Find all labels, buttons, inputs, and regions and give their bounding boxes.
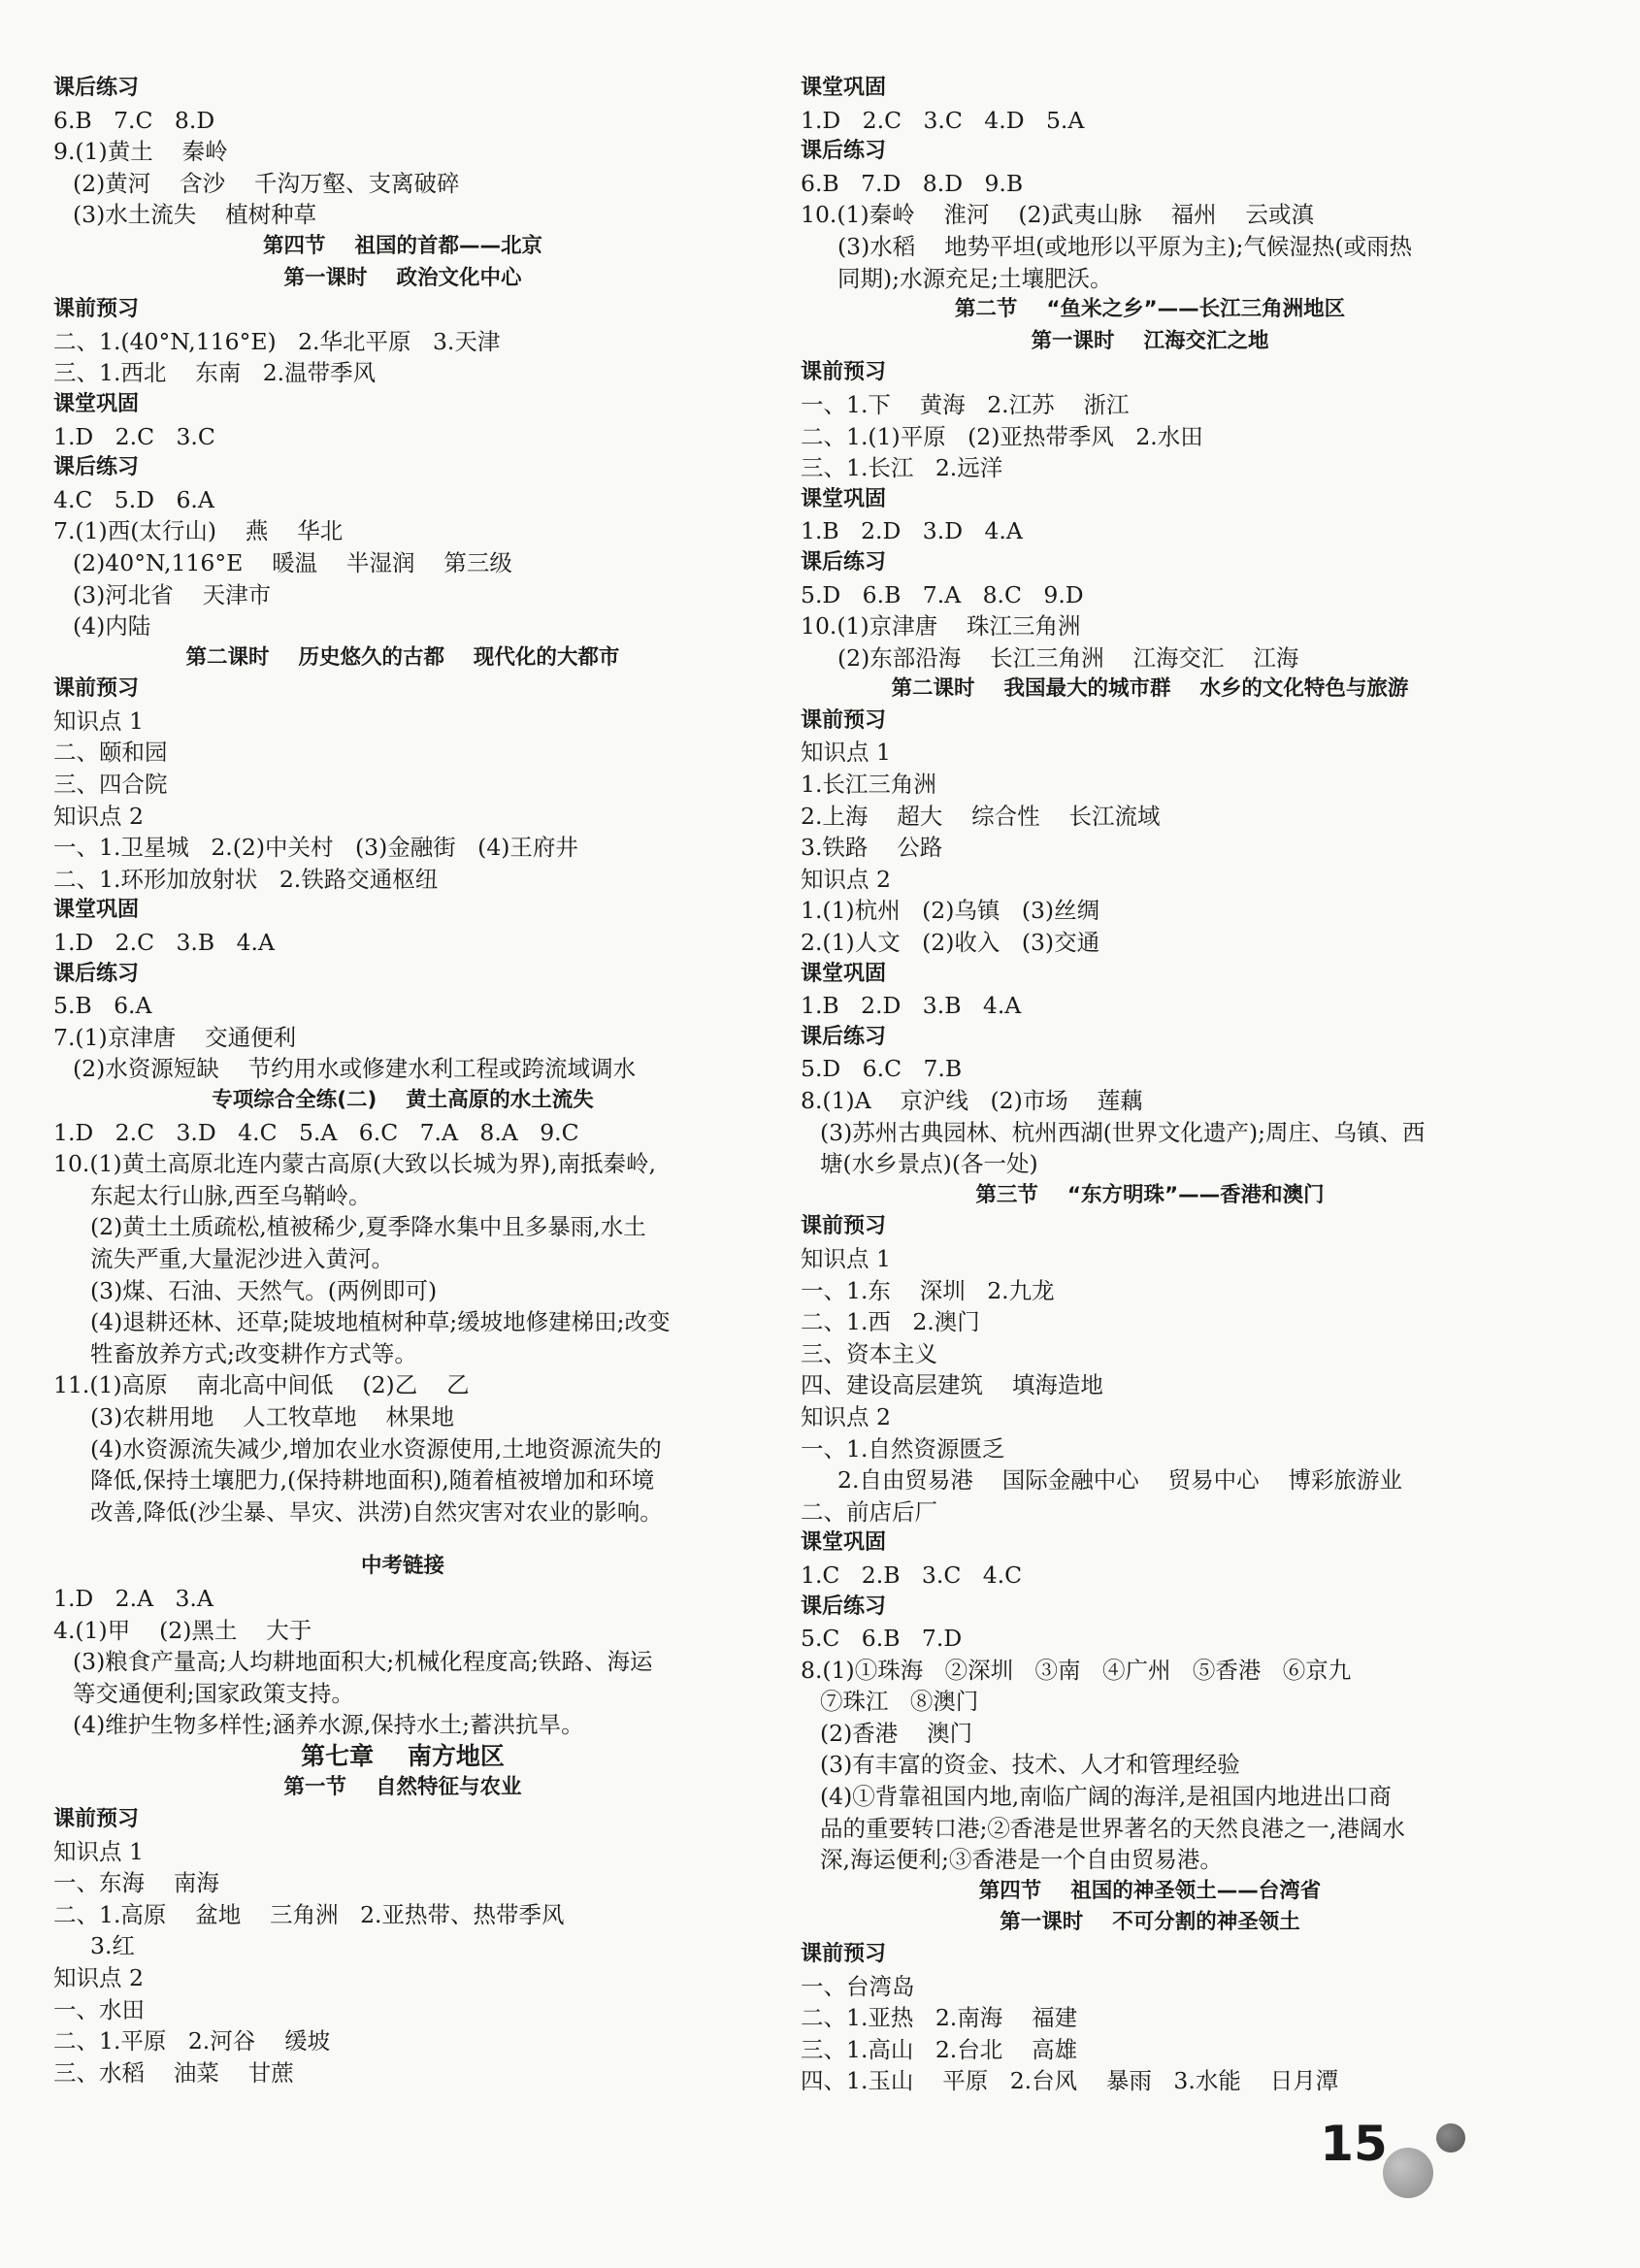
answer-line: 2.(1)人文 (2)收入 (3)交通 xyxy=(801,929,1100,957)
answer-line: 知识点 1 xyxy=(53,707,144,735)
section-heading: 课前预习 xyxy=(801,360,887,385)
section-heading: 课前预习 xyxy=(801,707,887,733)
answer-line: 降低,保持土壤肥力,(保持耕地面积),随着植被增加和环境 xyxy=(90,1466,655,1495)
answer-line: (3)苏州古典园林、杭州西湖(世界文化遗产);周庄、乌镇、西 xyxy=(820,1118,1426,1146)
answer-line: 9.(1)黄土 秦岭 xyxy=(53,138,228,166)
answer-line: 三、四合院 xyxy=(53,771,168,799)
lesson-title: 专项综合全练(二) 黄土高原的水土流失 xyxy=(212,1088,594,1112)
answer-line: 3.铁路 公路 xyxy=(801,834,943,862)
section-heading: 课前预习 xyxy=(801,1942,887,1967)
answer-line: 1.D 2.C 3.B 4.A xyxy=(53,929,275,957)
answer-line: 1.C 2.B 3.C 4.C xyxy=(801,1561,1023,1589)
decorative-dot-small xyxy=(1436,2123,1465,2153)
answer-line: 一、1.自然资源匮乏 xyxy=(801,1434,1005,1463)
answer-line: (2)水资源短缺 节约用水或修建水利工程或跨流域调水 xyxy=(73,1055,637,1083)
answer-line: 1.B 2.D 3.D 4.A xyxy=(801,517,1023,545)
answer-line: 塘(水乡景点)(各一处) xyxy=(820,1150,1038,1178)
answer-line: (2)东部沿海 长江三角洲 江海交汇 江海 xyxy=(837,643,1299,672)
answer-line: 二、1.(1)平原 (2)亚热带季风 2.水田 xyxy=(801,422,1203,450)
lesson-title: 第三节 “东方明珠”——香港和澳门 xyxy=(975,1182,1325,1207)
answer-line: 流失严重,大量泥沙进入黄河。 xyxy=(90,1244,394,1272)
answer-line: 11.(1)高原 南北高中间低 (2)乙 乙 xyxy=(53,1371,470,1399)
left-column xyxy=(53,73,752,2088)
answer-line: (3)水土流失 植树种草 xyxy=(73,201,317,229)
answer-line: 三、1.高山 2.台北 高雄 xyxy=(801,2035,1078,2063)
answer-line: 等交通便利;国家政策支持。 xyxy=(73,1679,354,1707)
answer-line: (3)粮食产量高;人均耕地面积大;机械化程度高;铁路、海运 xyxy=(73,1648,653,1676)
answer-line: 深,海运便利;③香港是一个自由贸易港。 xyxy=(820,1846,1223,1874)
lesson-title: 第四节 祖国的神圣领土——台湾省 xyxy=(978,1878,1322,1903)
answer-line: ⑦珠江 ⑧澳门 xyxy=(820,1688,979,1716)
section-heading: 课堂巩固 xyxy=(53,391,140,416)
answer-line: 三、1.西北 东南 2.温带季风 xyxy=(53,359,377,387)
answer-line: 一、1.卫星城 2.(2)中关村 (3)金融街 (4)王府井 xyxy=(53,834,578,862)
lesson-title: 第一课时 江海交汇之地 xyxy=(1031,328,1269,353)
answer-line: 二、1.(40°N,116°E) 2.华北平原 3.天津 xyxy=(53,327,501,355)
answer-line: 牲畜放养方式;改变耕作方式等。 xyxy=(90,1339,417,1367)
answer-line: (4)①背靠祖国内地,南临广阔的海洋,是祖国内地进出口商 xyxy=(820,1783,1392,1811)
answer-line: (4)内陆 xyxy=(73,612,151,641)
answer-line: 5.C 6.B 7.D xyxy=(801,1625,963,1653)
section-heading: 课前预习 xyxy=(53,297,140,322)
lesson-title: 中考链接 xyxy=(360,1554,444,1579)
answer-line: 7.(1)西(太行山) 燕 华北 xyxy=(53,517,344,545)
answer-line: 10.(1)京津唐 珠江三角洲 xyxy=(801,612,1081,641)
answer-line: 知识点 1 xyxy=(801,1244,891,1272)
answer-line: (4)维护生物多样性;涵养水源,保持水土;蓄洪抗旱。 xyxy=(73,1711,584,1739)
answer-line: 一、1.下 黄海 2.江苏 浙江 xyxy=(801,390,1130,418)
section-heading: 课堂巩固 xyxy=(801,76,887,100)
answer-line: 二、1.环形加放射状 2.铁路交通枢纽 xyxy=(53,865,439,893)
answer-line: 4.C 5.D 6.A xyxy=(53,485,214,513)
answer-line: 1.(1)杭州 (2)乌镇 (3)丝绸 xyxy=(801,897,1100,925)
answer-line: 6.B 7.C 8.D xyxy=(53,106,215,134)
answer-line: (3)水稻 地势平坦(或地形以平原为主);气候湿热(或雨热 xyxy=(837,232,1413,260)
answer-line: 一、东海 南海 xyxy=(53,1869,219,1897)
lesson-title: 第二节 “鱼米之乡”——长江三角洲地区 xyxy=(954,297,1346,322)
section-heading: 课后练习 xyxy=(801,1594,887,1619)
answer-line: 1.D 2.C 3.C xyxy=(53,422,215,450)
answer-line: 二、1.亚热 2.南海 福建 xyxy=(801,2004,1078,2032)
lesson-title: 第四节 祖国的首都——北京 xyxy=(263,233,542,258)
answer-line: 三、资本主义 xyxy=(801,1339,937,1367)
answer-line: 一、水田 xyxy=(53,1995,145,2023)
answer-line: 改善,降低(沙尘暴、旱灾、洪涝)自然灾害对农业的影响。 xyxy=(90,1497,663,1526)
section-heading: 课堂巩固 xyxy=(801,1530,887,1556)
answer-line: (2)香港 澳门 xyxy=(820,1719,973,1747)
answer-line: 二、前店后厂 xyxy=(801,1497,937,1526)
lesson-title: 第二课时 历史悠久的古都 现代化的大都市 xyxy=(185,644,620,670)
answer-line: (4)水资源流失减少,增加农业水资源使用,土地资源流失的 xyxy=(90,1434,662,1463)
answer-line: 二、1.平原 2.河谷 缓坡 xyxy=(53,2027,331,2055)
answer-line: 二、1.西 2.澳门 xyxy=(801,1308,980,1336)
spacer xyxy=(53,1528,752,1551)
answer-line: 知识点 2 xyxy=(53,802,144,830)
chapter-title: 第七章 南方地区 xyxy=(301,1741,505,1770)
answer-line: 7.(1)京津唐 交通便利 xyxy=(53,1023,297,1051)
section-heading: 课堂巩固 xyxy=(801,486,887,511)
lesson-title: 第二课时 我国最大的城市群 水乡的文化特色与旅游 xyxy=(891,676,1409,702)
section-heading: 课后练习 xyxy=(53,455,140,480)
answer-line: (3)有丰富的资金、技术、人才和管理经验 xyxy=(820,1751,1240,1779)
section-heading: 课后练习 xyxy=(53,961,140,986)
answer-line: 三、水稻 油菜 甘蔗 xyxy=(53,2058,294,2087)
answer-line: (2)黄土土质疏松,植被稀少,夏季降水集中且多暴雨,水土 xyxy=(90,1213,646,1241)
answer-line: 2.自由贸易港 国际金融中心 贸易中心 博彩旅游业 xyxy=(837,1466,1403,1495)
answer-line: (3)煤、石油、天然气。(两例即可) xyxy=(90,1276,438,1304)
answer-line: 品的重要转口港;②香港是世界著名的天然良港之一,港阔水 xyxy=(820,1814,1405,1842)
answer-line: 一、1.东 深圳 2.九龙 xyxy=(801,1276,1055,1304)
answer-line: 知识点 2 xyxy=(53,1964,144,1992)
section-heading: 课后练习 xyxy=(801,139,887,164)
answer-line: (2)40°N,116°E 暖温 半湿润 第三级 xyxy=(73,548,512,576)
answer-line: 8.(1)①珠海 ②深圳 ③南 ④广州 ⑤香港 ⑥京九 xyxy=(801,1656,1352,1684)
answer-line: 知识点 1 xyxy=(801,739,891,767)
answer-line: 1.D 2.C 3.C 4.D 5.A xyxy=(801,106,1085,134)
answer-line: (3)农耕用地 人工牧草地 林果地 xyxy=(90,1402,455,1430)
answer-line: 10.(1)秦岭 淮河 (2)武夷山脉 福州 云或滇 xyxy=(801,201,1314,229)
answer-line: 6.B 7.D 8.D 9.B xyxy=(801,169,1024,197)
right-column xyxy=(801,73,1499,2097)
answer-line: 知识点 2 xyxy=(801,865,891,893)
answer-line: 8.(1)A 京沪线 (2)市场 莲藕 xyxy=(801,1087,1143,1114)
answer-line: (3)河北省 天津市 xyxy=(73,580,272,608)
answer-line: 东起太行山脉,西至乌鞘岭。 xyxy=(90,1181,372,1209)
lesson-title: 第一节 自然特征与农业 xyxy=(283,1775,522,1800)
answer-line: 同期);水源充足;土壤肥沃。 xyxy=(837,264,1113,292)
section-heading: 课前预习 xyxy=(53,1807,140,1832)
section-heading: 课后练习 xyxy=(801,549,887,575)
section-heading: 课前预习 xyxy=(53,676,140,702)
answer-line: 2.上海 超大 综合性 长江流域 xyxy=(801,802,1161,830)
answer-line: 5.D 6.B 7.A 8.C 9.D xyxy=(801,580,1084,608)
answer-line: 4.(1)甲 (2)黑土 大于 xyxy=(53,1616,312,1644)
lesson-title: 第一课时 政治文化中心 xyxy=(283,265,522,290)
answer-line: 1.D 2.C 3.D 4.C 5.A 6.C 7.A 8.A 9.C xyxy=(53,1118,579,1146)
answer-line: (2)黄河 含沙 千沟万壑、支离破碎 xyxy=(73,169,460,197)
answer-line: 5.D 6.C 7.B xyxy=(801,1055,963,1083)
section-heading: 课堂巩固 xyxy=(53,898,140,923)
section-heading: 课后练习 xyxy=(53,76,140,100)
section-heading: 课前预习 xyxy=(801,1214,887,1239)
answer-line: 一、台湾岛 xyxy=(801,1972,915,2000)
answer-line: 四、建设高层建筑 填海造地 xyxy=(801,1371,1103,1399)
answer-line: 1.D 2.A 3.A xyxy=(53,1584,213,1612)
answer-line: 1.B 2.D 3.B 4.A xyxy=(801,992,1022,1020)
answer-line: (4)退耕还林、还草;陡坡地植树种草;缓坡地修建梯田;改变 xyxy=(90,1308,671,1336)
answer-line: 三、1.长江 2.远洋 xyxy=(801,454,1003,482)
answer-line: 二、颐和园 xyxy=(53,739,168,767)
section-heading: 课堂巩固 xyxy=(801,961,887,986)
answer-line: 知识点 1 xyxy=(53,1837,144,1865)
section-heading: 课后练习 xyxy=(801,1024,887,1049)
answer-line: 1.长江三角洲 xyxy=(801,771,936,799)
answer-line: 5.B 6.A xyxy=(53,992,152,1020)
page-number: 15 xyxy=(1320,2116,1388,2172)
answer-line: 知识点 2 xyxy=(801,1402,891,1430)
answer-line: 二、1.高原 盆地 三角洲 2.亚热带、热带季风 xyxy=(53,1900,565,1928)
answer-line: 10.(1)黄土高原北连内蒙古高原(大致以长城为界),南抵秦岭, xyxy=(53,1150,656,1178)
lesson-title: 第一课时 不可分割的神圣领土 xyxy=(1000,1910,1300,1935)
answer-line: 3.红 xyxy=(90,1932,135,1960)
answer-line: 四、1.玉山 平原 2.台风 暴雨 3.水能 日月潭 xyxy=(801,2067,1339,2095)
